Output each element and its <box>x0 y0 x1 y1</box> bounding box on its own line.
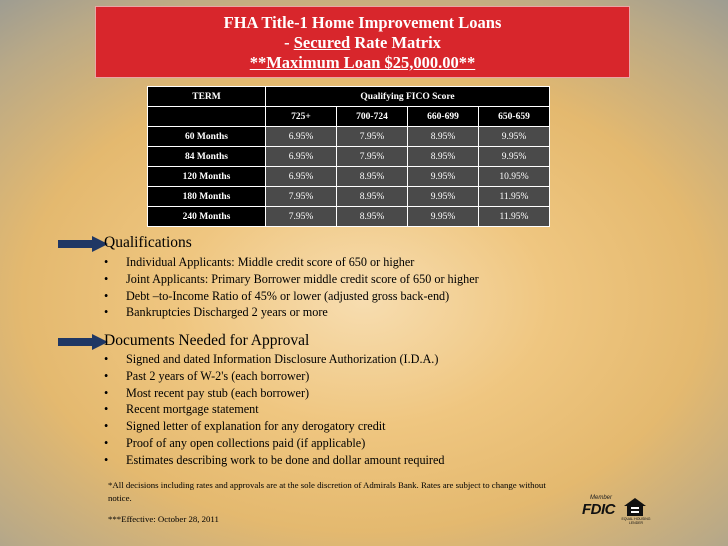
list-item: • Most recent pay stub (each borrower) <box>104 385 444 402</box>
rate-cell: 7.95% <box>337 127 408 147</box>
table-row <box>148 147 550 167</box>
list-item: • Individual Applicants: Middle credit score of 650 or higher <box>104 254 479 271</box>
documents-heading: Documents Needed for Approval <box>104 332 310 349</box>
documents-list <box>104 351 444 469</box>
equal-housing-icon <box>623 497 647 517</box>
term-cell: 180 Months <box>148 187 266 207</box>
qualifications-section <box>104 234 479 321</box>
rate-cell: 6.95% <box>266 167 337 187</box>
column-header: 725+ <box>266 107 337 127</box>
title-line-1: FHA Title-1 Home Improvement Loans <box>223 13 502 32</box>
documents-section <box>104 332 444 469</box>
rate-cell: 8.95% <box>408 147 479 167</box>
list-item: • Proof of any open collections paid (if applicable) <box>104 435 444 452</box>
rate-cell: 8.95% <box>337 207 408 227</box>
rate-cell: 8.95% <box>337 167 408 187</box>
title-secured: Secured <box>293 33 351 52</box>
table-row <box>148 187 550 207</box>
rate-cell: 9.95% <box>479 127 550 147</box>
rate-cell: 7.95% <box>266 187 337 207</box>
column-header: 650-659 <box>479 107 550 127</box>
rate-cell: 10.95% <box>479 167 550 187</box>
blank-header-cell <box>148 107 266 127</box>
title-line-2-prefix: - <box>284 33 294 52</box>
rate-cell: 7.95% <box>266 207 337 227</box>
list-item: • Past 2 years of W-2's (each borrower) <box>104 368 444 385</box>
rate-cell: 8.95% <box>337 187 408 207</box>
rate-cell: 11.95% <box>479 207 550 227</box>
disclaimer-note: *All decisions including rates and approvals are at the sole discretion of Admirals Bank. Rates are subject to change without notice. <box>108 480 546 503</box>
column-header: 660-699 <box>408 107 479 127</box>
table-header-row <box>148 87 550 107</box>
rate-matrix-table <box>147 86 550 227</box>
rate-cell: 9.95% <box>408 167 479 187</box>
term-cell: 240 Months <box>148 207 266 227</box>
table-row <box>148 167 550 187</box>
rate-cell: 6.95% <box>266 147 337 167</box>
list-item: • Signed letter of explanation for any derogatory credit <box>104 418 444 435</box>
term-cell: 84 Months <box>148 147 266 167</box>
title-line-3: **Maximum Loan $25,000.00** <box>249 53 476 72</box>
list-item: • Debt –to-Income Ratio of 45% or lower (adjusted gross back-end) <box>104 288 479 305</box>
arrow-right-icon <box>58 236 108 252</box>
title-banner <box>95 6 630 78</box>
fdic-text: FDIC <box>582 501 615 518</box>
term-cell: 120 Months <box>148 167 266 187</box>
rate-cell: 9.95% <box>479 147 550 167</box>
list-item: • Estimates describing work to be done and dollar amount required <box>104 452 444 469</box>
equal-housing-text: EQUAL HOUSING LENDER <box>621 517 651 525</box>
term-header: TERM <box>148 87 266 107</box>
list-item: • Joint Applicants: Primary Borrower middle credit score of 650 or higher <box>104 271 479 288</box>
rate-cell: 8.95% <box>408 127 479 147</box>
term-cell: 60 Months <box>148 127 266 147</box>
fdic-member-text: Member <box>590 495 613 501</box>
list-item: • Signed and dated Information Disclosure Authorization (I.D.A.) <box>104 351 444 368</box>
table-row <box>148 207 550 227</box>
list-item: • Bankruptcies Discharged 2 years or more <box>104 304 479 321</box>
list-item: • Recent mortgage statement <box>104 401 444 418</box>
table-subheader-row <box>148 107 550 127</box>
rate-cell: 11.95% <box>479 187 550 207</box>
column-header: 700-724 <box>337 107 408 127</box>
fdic-logo <box>582 495 650 525</box>
rate-cell: 6.95% <box>266 127 337 147</box>
title-line-2 <box>96 33 629 53</box>
rate-cell: 9.95% <box>408 207 479 227</box>
title-line-2-suffix: Rate Matrix <box>350 33 441 52</box>
table-row <box>148 127 550 147</box>
arrow-right-icon <box>58 334 108 350</box>
effective-date-note: ***Effective: October 28, 2011 <box>108 514 219 524</box>
rate-cell: 9.95% <box>408 187 479 207</box>
rate-cell: 7.95% <box>337 147 408 167</box>
qualifications-list <box>104 254 479 321</box>
qualifications-heading: Qualifications <box>104 234 192 251</box>
fico-header: Qualifying FICO Score <box>266 87 550 107</box>
